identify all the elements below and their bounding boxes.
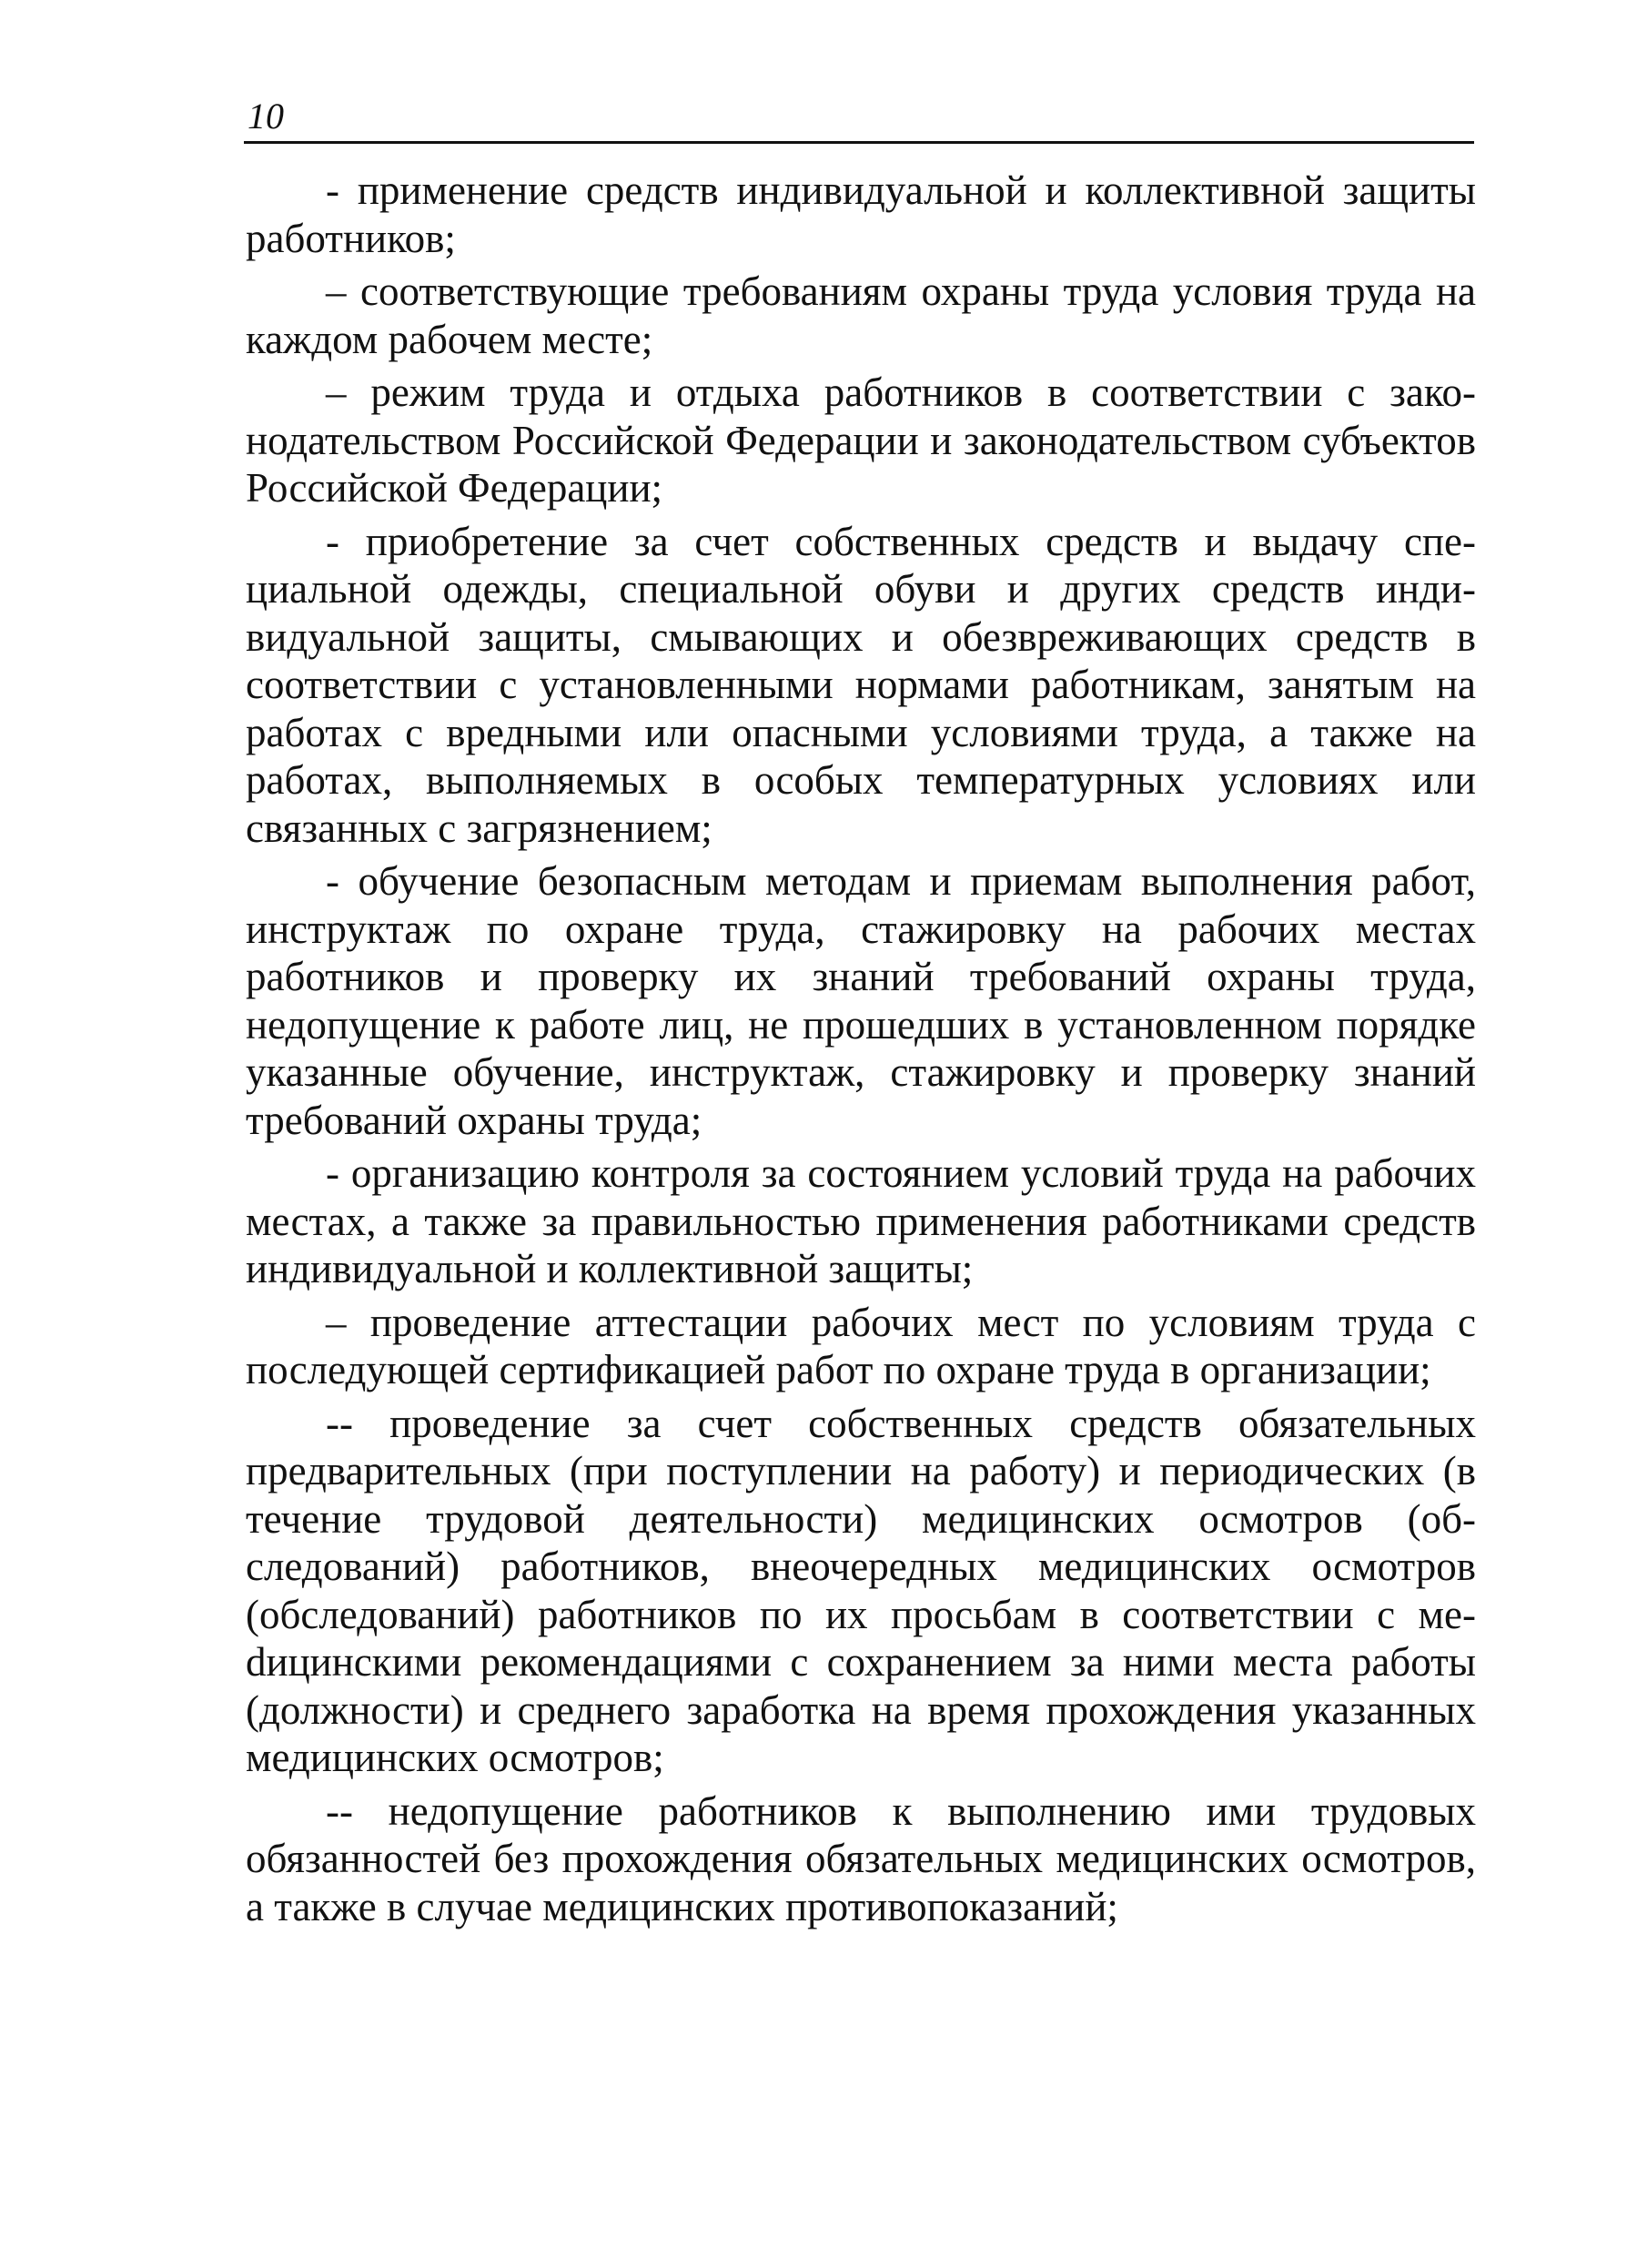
paragraph-working-conditions-control: - организацию контроля за состоянием условий труда на рабочих местах, а также за правильностью применения работниками средств индивидуальной и коллективной защиты; (246, 1150, 1476, 1291)
paragraph-medical-admission: -- недопущение работников к выполнению ими трудовых обязанностей без прохождения обязательных медицинских осмотров, а также в случае медицинских противопоказаний; (246, 1787, 1476, 1929)
paragraph-safety-training: - обучение безопасным методам и приемам выполнения работ, инструктаж по охране труда, стажировку на рабочих местах работников и проверку их знаний требований охраны труда, недопущение к работе лиц, не прошедших в установленном порядке указанные обучение, инструктаж, стажировку и проверку знаний требований охраны труда; (246, 858, 1476, 1143)
paragraph-workplace-certification: – проведение аттестации рабочих мест по условиям труда с последующей сертификацией работ по охране труда в организации; (246, 1299, 1476, 1392)
paragraph-medical-examinations: -- проведение за счет собственных средств обязательных предварительных (при поступлении на работу) и периодических (в течение трудовой деятельности) медицинских осмотров (обследований) работников, внеочередных медицинских осмотров (обследований) работников по их просьбам в соответствии с меdицинскими рекомендациями с сохранением за ними места работы (должности) и среднего заработка на время прохождения указанных медицинских осмотров; (246, 1400, 1476, 1780)
header-rule (244, 141, 1474, 144)
page-number: 10 (248, 96, 284, 137)
paragraph-special-clothing: - приобретение за счет собственных средств и выдачу специальной одежды, специальной обуви и других средств индивидуальной защиты, смывающих и обезвреживающих средств в соответствии с установленными нормами работникам, занятым на работах с вредными или опасными условиями труда, а также на работах, выполняемых в особых температурных условиях или связанных с загрязнением; (246, 518, 1476, 851)
body-text (246, 167, 1476, 1936)
paragraph-protective-equipment: - применение средств индивидуальной и коллективной защиты работников; (246, 167, 1476, 261)
paragraph-work-rest-regime: – режим труда и отдыха работников в соответствии с законодательством Российской Федерации и законодательством субъектов Российской Федерации; (246, 370, 1476, 511)
paragraph-workplace-conditions: – соответствующие требованиям охраны труда условия труда на каждом рабочем месте; (246, 268, 1476, 362)
